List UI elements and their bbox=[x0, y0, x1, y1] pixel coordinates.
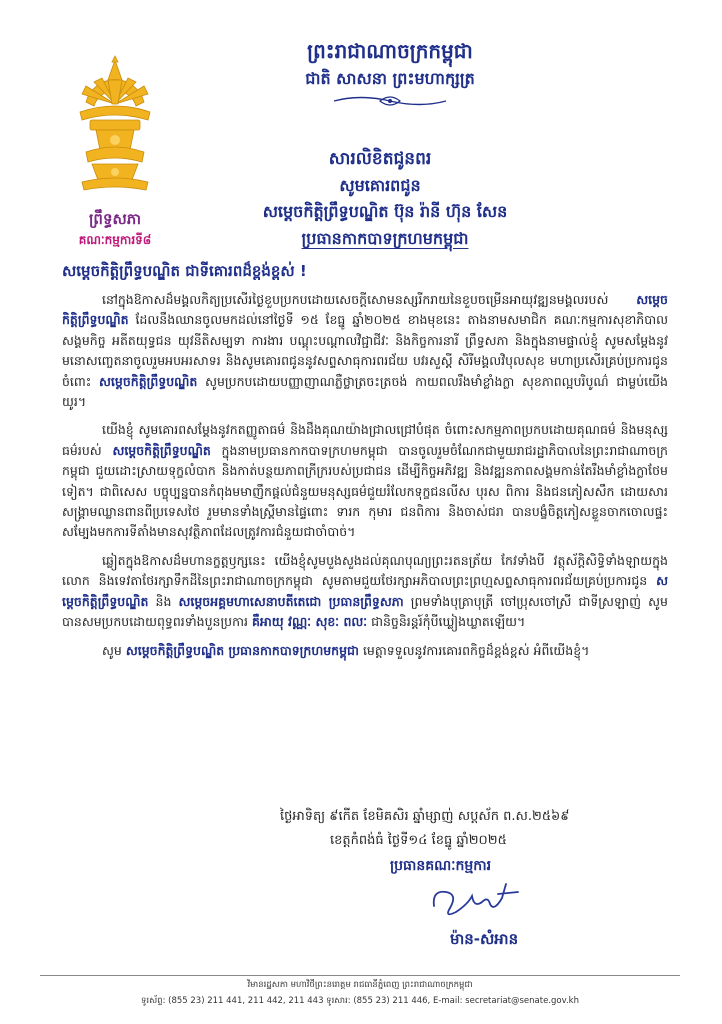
date-lunar: ថ្ងៃអាទិត្យ ៩កើត ខែមិគសិរ ឆ្នាំម្សាញ់ សប្តស័ក ព.ស.២៥៦៩ bbox=[280, 809, 570, 824]
national-motto: ជាតិ សាសនា ព្រះមហាក្សត្រ bbox=[305, 69, 475, 88]
respect-line: សូមគោរពជូន bbox=[339, 176, 421, 195]
institution-name: ព្រឹទ្ធសភា bbox=[88, 210, 142, 228]
date-solar: ខេត្តកំពង់ធំ ថ្ងៃទី១៤ ខែធ្នូ ឆ្នាំ២០២៥ bbox=[330, 833, 507, 848]
senate-emblem-icon bbox=[72, 52, 158, 202]
signature-icon bbox=[428, 876, 528, 924]
paragraph-1: នៅក្នុងឱកាសដ៏មង្គលកិត្យប្រសើរថ្ងៃខួបប្រកបដោយសេចក្តីសោមនស្សរីករាយនៃខួបចម្រើនអាយុវឌ្ឍនមង្គលរបស់ សម្តេចកិត្តិព្រឹទ្ធបណ្ឌិត ដែលនឹងឈានចូលមកដល់នៅថ្ងៃទី ១៥ ខែធ្នូ ឆ្នាំ២០២៥ ខាងមុខនេះ តាងនាមសមាជិក គណៈកម្មការសុខាភិបាល សង្គមកិច្ច អតីតយុទ្ធជន យុវនីតិសម្បទា ការងារ បណ្តុះបណ្តាលវិជ្ជាជីវៈ និងកិច្ចការនារី ព្រឹទ្ធសភា និងក្នុងនាមផ្ទាល់ខ្ញុំ សូមសម្តែងនូវមនោសញ្ចេតនាចូលរួមអបអរសាទរ និងសូមគោរពជូននូវសព្ទសាធុការពរជ័យ បវរសួស្តី សិរីមង្គលវិបុលសុខ មហាប្រសើរគ្រប់ប្រការជូនចំពោះ សម្តេចកិត្តិព្រឹទ្ធបណ្ឌិត សូមប្រកបដោយបញ្ញាញាណភ្លឺថ្លាត្រចះត្រចង់ កាយពលរឹងមាំខ្លាំងក្លា សុខភាពល្អបរិបូណ៌ ជាម្លប់យើងយូរ។ bbox=[62, 292, 669, 410]
recipient-name: សម្តេចកិត្តិព្រឹទ្ធបណ្ឌិត ប៊ុន រ៉ានី ហ៊ុន សែន bbox=[262, 202, 508, 221]
footer-address: វិមានរដ្ឋសភា មហាវិថីព្រះនរោត្តម រាជធានីភ្នំពេញ ព្រះរាជាណាចក្រកម្ពុជា bbox=[247, 980, 473, 990]
salutation: សម្តេចកិត្តិព្រឹទ្ធបណ្ឌិត ជាទីគោរពដ៏ខ្ពង់ខ្ពស់ ! bbox=[62, 262, 307, 280]
signer-name: ម៉ាន-សំអាន bbox=[450, 930, 519, 948]
ornament-divider-icon bbox=[330, 92, 450, 110]
paragraph-4: សូម សម្តេចកិត្តិព្រឹទ្ធបណ្ឌិត ប្រធានកាកបាទក្រហមកម្ពុជា មេត្តាទទួលនូវការគោរពកិច្ចដ៏ខ្ពង់ខ្ពស់ អំពីយើងខ្ញុំ។ bbox=[102, 642, 590, 658]
kingdom-title: ព្រះរាជាណាចក្រកម្ពុជា bbox=[307, 39, 473, 63]
footer-contacts: ទូរស័ព្ទ: (855 23) 211 441, 211 442, 211 443 ទូរសារ: (855 23) 211 446, E-mail: secretariat@senate.gov.kh bbox=[141, 996, 579, 1006]
institution-commission: គណៈកម្មការទី៨ bbox=[78, 233, 152, 247]
footer-divider bbox=[40, 975, 680, 976]
document-type: សារលិខិតជូនពរ bbox=[328, 149, 432, 169]
recipient-title: ប្រធានកាកបាទក្រហមកម្ពុជា bbox=[301, 229, 469, 248]
paragraph-3: ឆ្លៀតក្នុងឱកាសដ៏មហានក្ខត្តឫក្សនេះ យើងខ្ញុំសូមបួងសួងដល់គុណបុណ្យព្រះរតនត្រ័យ កែវទាំងបី វត្ថុស័ក្តិសិទ្ធិទាំងឡាយក្នុងលោក និងទេវតាថែរក្សាទឹកដីនៃព្រះរាជាណាចក្រកម្ពុជា សូមតាមជួយថែរក្សាអភិបាលព្រះព្រហ្មសព្ទសាធុការពរជ័យគ្រប់ប្រការជូន សម្តេចកិត្តិព្រឹទ្ធបណ្ឌិត និង សម្តេចអគ្គមហាសេនាបតីតេជោ ប្រធានព្រឹទ្ធសភា ព្រមទាំងបុត្រាបុត្រី ចៅប្រុសចៅស្រី ជាទីស្រឡាញ់ សូមបានសមប្រកបដោយពុទ្ធពរទាំងបួនប្រការ គឺអាយុ វណ្ណៈ សុខៈ ពលៈ ជានិច្ចនិរន្តរ៍កុំបីឃ្លៀងឃ្លាតឡើយ។ bbox=[62, 552, 668, 630]
paragraph-2: យើងខ្ញុំ សូមគោរពសម្តែងនូវកតញ្ញូតាធម៌ និងដឹងគុណយ៉ាងជ្រាលជ្រៅបំផុត ចំពោះសកម្មភាពប្រកបដោយគុណធម៌ និងមនុស្សធម៌របស់ សម្តេចកិត្តិព្រឹទ្ធបណ្ឌិត ក្នុងនាមប្រធានកាកបាទក្រហមកម្ពុជា បានចូលរួមចំណែកជាមួយរាជរដ្ឋាភិបាលនៃព្រះរាជាណាចក្រកម្ពុជា ជួយដោះស្រាយទុក្ខលំបាក និងកាត់បន្ថយភាពក្រីក្ររបស់ប្រជាជន ដើម្បីកិច្ចអភិវឌ្ឍ និងវឌ្ឍនភាពសង្គមកាន់តែរឹងមាំខ្លាំងក្លាថែមទៀត។ ជាពិសេស បច្ចុប្បន្នបានកំពុងមមាញឹកផ្តល់ជំនួយមនុស្សធម៌ជួយរំលែកទុក្ខជនលីស បុរស ពិការ និងជនភៀសសឹក ដោយសារសង្គ្រាមឈ្លានពានពីប្រទេសថៃ រួមមានទាំងស្ត្រីមានផ្ទៃពោះ ទារក កុមារ ជនពិការ និងចាស់ជរា បានបង្ខំចិត្តភៀសខ្លួនចាកចោលផ្ទះសម្បែងមកការទីតាំងមានសុវត្ថិភាពដែលត្រូវការជំនួយជាចាំបាច់។ bbox=[62, 422, 668, 540]
letter-body bbox=[62, 290, 668, 669]
signer-title: ប្រធានគណៈកម្មការ bbox=[390, 858, 492, 874]
